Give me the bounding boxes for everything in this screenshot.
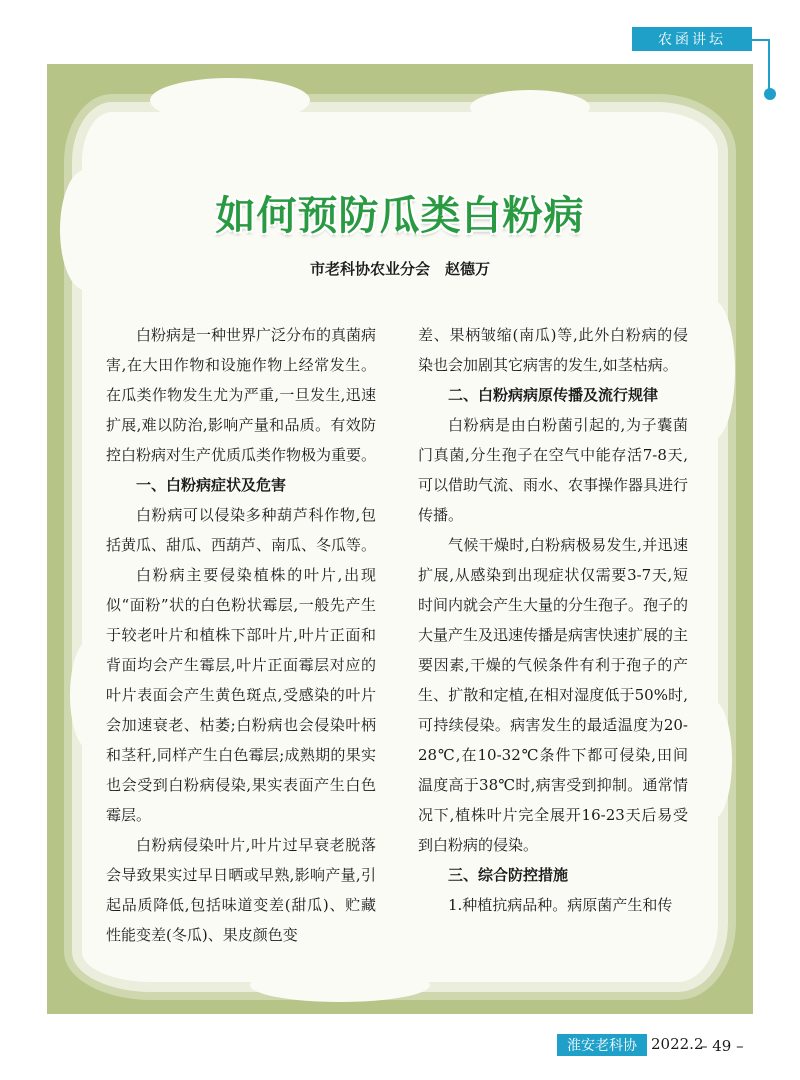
- left-column: [106, 320, 376, 950]
- frame-blob: [690, 300, 735, 440]
- article-title: 如何预防瓜类白粉病: [215, 193, 585, 239]
- issue-number: 2022.2: [651, 1035, 704, 1053]
- paragraph: 白粉病是由白粉菌引起的,为子囊菌门真菌,分生孢子在空气中能存活7-8天,可以借助气流、雨水、农事操作器具进行传播。: [418, 416, 689, 524]
- section-heading: 三、综合防控措施: [448, 866, 569, 884]
- tab-dot: [764, 88, 776, 100]
- frame-blob: [692, 700, 732, 820]
- section-heading: 二、白粉病病原传播及流行规律: [448, 386, 659, 404]
- article-byline: 市老科协农业分会 赵德万: [309, 260, 490, 278]
- right-column: [418, 320, 688, 920]
- page-number: – 49 –: [700, 1037, 744, 1055]
- frame-blob: [250, 968, 430, 1002]
- paragraph: 气候干燥时,白粉病极易发生,并迅速扩展,从感染到出现症状仅需要3-7天,短时间内就会产生大量的分生孢子。孢子的大量产生及迅速传播是病害快速扩展的主要因素,干燥的气候条件有利于孢子的产生、扩散和定植,在相对湿度低于50%时,可持续侵染。病害发生的最适温度为20-28℃,在10-32℃条件下都可侵染,田间温度高于38℃时,病害受到抑制。通常情况下,植株叶片完全展开16-23天后易受到白粉病的侵染。: [418, 536, 689, 854]
- paragraph: 白粉病主要侵染植株的叶片,出现似“面粉”状的白色粉状霉层,一般先产生于较老叶片和植株下部叶片,叶片正面和背面均会产生霉层,叶片正面霉层对应的叶片表面会产生黄色斑点,受感染的叶片会加速衰老、枯萎;白粉病也会侵染叶柄和茎秆,同样产生白色霉层;成熟期的果实也会受到白粉病侵染,果实表面产生白色霉层。: [106, 566, 376, 824]
- publication-name: 淮安老科协: [557, 1034, 647, 1056]
- paragraph: 白粉病可以侵染多种葫芦科作物,包括黄瓜、甜瓜、西葫芦、南瓜、冬瓜等。: [106, 506, 377, 554]
- frame-blob: [470, 90, 590, 125]
- frame-blob: [70, 640, 110, 750]
- paragraph: 白粉病侵染叶片,叶片过早衰老脱落会导致果实过早日晒或早熟,影响产量,引起品质降低,包括味道变差(甜瓜)、贮藏性能变差(冬瓜)、果皮颜色变: [106, 836, 376, 944]
- tab-connector-line: [752, 39, 770, 89]
- frame-blob: [150, 78, 310, 123]
- section-tab: 农函讲坛: [632, 27, 752, 51]
- paragraph: 1.种植抗病品种。病原菌产生和传: [448, 896, 673, 914]
- paragraph: 差、果柄皱缩(南瓜)等,此外白粉病的侵染也会加剧其它病害的发生,如茎枯病。: [418, 326, 688, 374]
- paragraph: 白粉病是一种世界广泛分布的真菌病害,在大田作物和设施作物上经常发生。在瓜类作物发生尤为严重,一旦发生,迅速扩展,难以防治,影响产量和品质。有效防控白粉病对生产优质瓜类作物极为重要。: [106, 326, 377, 464]
- section-heading: 一、白粉病症状及危害: [136, 476, 287, 494]
